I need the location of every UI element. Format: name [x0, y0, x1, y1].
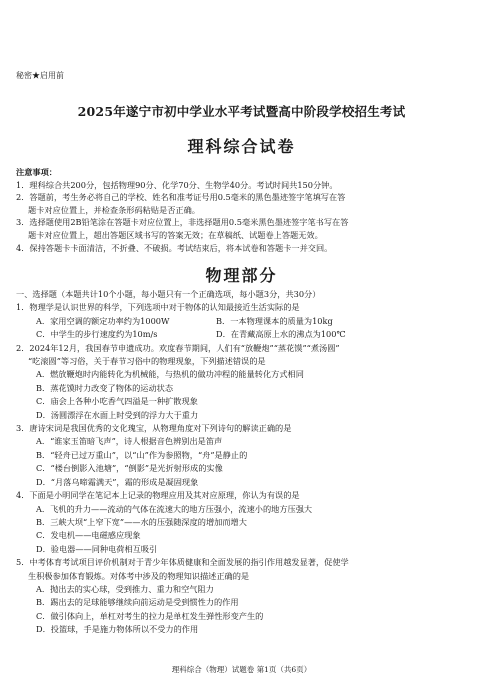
page-footer: 理科综合（物理）试题卷 第1页（共6页） — [171, 665, 312, 674]
option-d: D．在青藏高原上水的沸点为100℃ — [216, 329, 346, 340]
option-c: C．发电机——电磁感应现象 — [36, 530, 141, 541]
note-item: 题卡对应位置上，超出答题区域书写的答案无效；在草稿纸、试题卷上答题无效。 — [28, 229, 323, 240]
question-stem: 1．物理学是认识世界的科学，下列选项中对于物体的认知最接近生活实际的是 — [16, 302, 300, 313]
option-b: B．踢出去的足球能够继续向前运动是受到惯性力的作用 — [36, 597, 239, 608]
option-b: B．蒸花馍时力改变了物体的运动状态 — [36, 382, 174, 393]
option-b: B．“轻舟已过万重山”，以“山”作为参照物，“舟”是静止的 — [36, 449, 248, 460]
option-d: D．验电器——同种电荷相互吸引 — [36, 543, 158, 554]
question-stem: “吃滚圆”等习俗，关于春节习俗中的物理现象，下列描述错误的是 — [28, 356, 266, 367]
note-item: 4．保持答题卡卡面清洁，不折叠、不破损。考试结束后，将本试卷和答题卡一并交回。 — [16, 242, 333, 253]
option-a: A．燃放鞭炮时内能转化为机械能，与热机的做功冲程的能量转化方式相同 — [36, 369, 304, 380]
option-d: D．投篮球，手是施力物体所以不受力的作用 — [36, 624, 199, 635]
questions-block — [16, 288, 474, 637]
option-row — [16, 315, 474, 328]
option-a: A．家用空调的额定功率约为1000W — [36, 315, 170, 326]
option-a: A．飞机的升力——流动的气体在流速大的地方压强小，流速小的地方压强大 — [36, 503, 313, 514]
note-item: 3．选择题使用2B铅笔涂在答题卡对应位置上，非选择题用0.5毫米黑色墨迹签字笔书写在答 — [16, 217, 349, 228]
exam-title: 2025年遂宁市初中学业水平考试暨高中阶段学校招生考试 — [77, 104, 406, 119]
option-c: C．中学生的步行速度约为10m/s — [36, 329, 158, 340]
option-c: C．做引体向上，单杠对考生的拉力是单杠发生弹性形变产生的 — [36, 610, 264, 621]
notes-heading: 注意事项： — [16, 167, 57, 177]
option-d: D．“月落乌啼霜满天”，霜的形成是凝固现象 — [36, 476, 199, 487]
notes-block — [16, 166, 472, 254]
secret-label: 秘密★启用前 — [16, 71, 64, 80]
section-intro: 一、选择题（本题共计10个小题，每小题只有一个正确选项，每小题3分，共30分） — [16, 289, 321, 299]
option-a: A．抛出去的实心球，受到推力、重力和空气阻力 — [36, 583, 214, 594]
option-b: B．一本物理课本的质量为10kg — [216, 315, 333, 326]
subject-title: 理科综合试卷 — [187, 137, 296, 156]
option-c: C．庙会上各种小吃香气四溢是一种扩散现象 — [36, 396, 198, 407]
question-stem: 生积极参加体育锻炼。对体考中涉及的物理知识描述正确的是 — [28, 570, 250, 581]
question-stem: 2．2024年12月，我国春节申遗成功。欢度春节期间，人们有“放鞭炮”“蒸花馍”“煮汤圆” — [16, 342, 340, 353]
note-item: 2．答题前，考生务必将自己的学校、姓名和准考证号用0.5毫米的黑色墨迹签字笔填写在答 — [16, 192, 346, 203]
question-stem: 4．下面是小明同学在笔记本上记录的物理应用及其对应原理，你认为有误的是 — [16, 490, 300, 501]
note-item: 题卡对应位置上，并检查条形码粘贴是否正确。 — [28, 204, 200, 215]
option-c: C．“楼台倒影入池塘”，“倒影”是光折射形成的实像 — [36, 463, 223, 474]
option-d: D．汤圆漂浮在水面上时受到的浮力大于重力 — [36, 409, 199, 420]
note-item: 1．理科综合共200分，包括物理90分、化学70分、生物学40分。考试时间共150分钟。 — [16, 179, 338, 190]
option-row — [16, 328, 474, 341]
section-title: 物理部分 — [205, 266, 278, 285]
question-stem: 5．中考体育考试项目评价机制对于青少年体质健康和全面发展的指引作用越发显著，促使学 — [16, 557, 349, 568]
question-stem: 3．唐诗宋词是我国优秀的文化瑰宝，从物理角度对下列诗句的解读正确的是 — [16, 423, 292, 434]
option-b: B．三峡大坝“上窄下宽”——水的压强随深度的增加而增大 — [36, 516, 247, 527]
option-a: A．“谁家玉笛暗飞声”，诗人根据音色辨别出是笛声 — [36, 436, 223, 447]
